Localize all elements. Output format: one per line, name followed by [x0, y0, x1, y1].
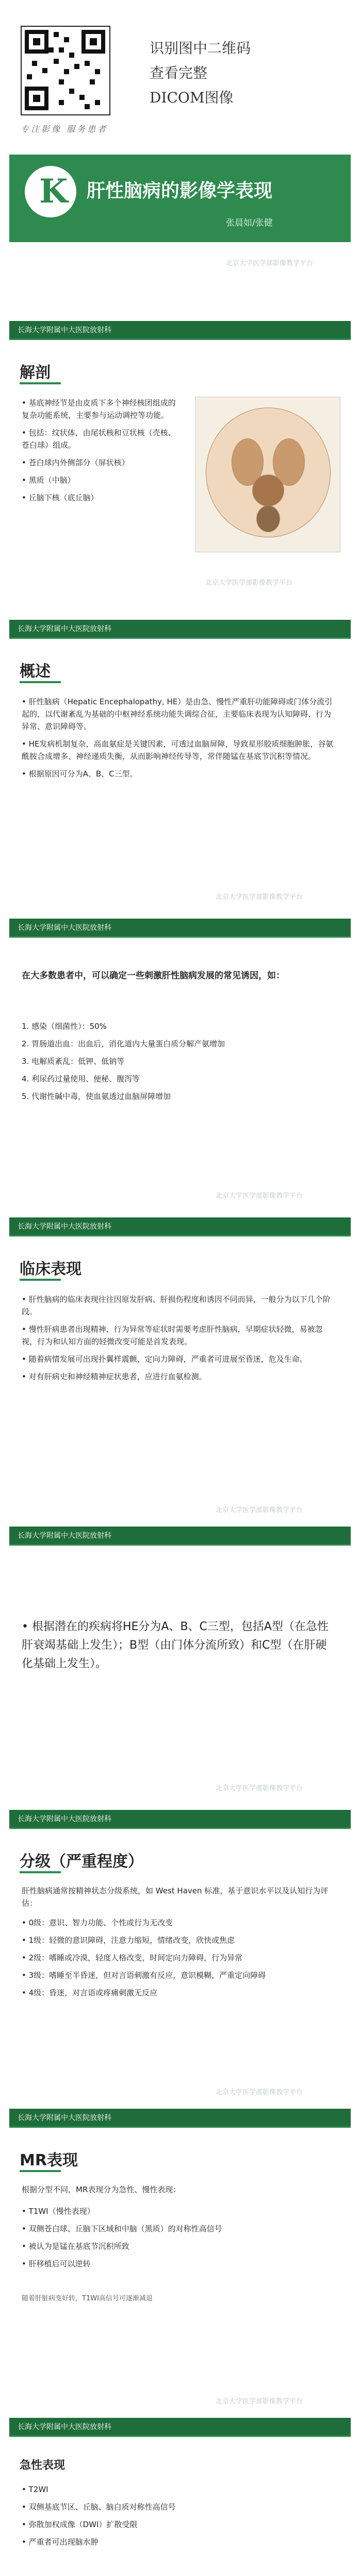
bullet: • 基底神经节是由皮质下多个神经核团组成的复杂功能系统，主要参与运动调控等功能。	[22, 398, 176, 420]
bullet: • 黑质（中脑）	[22, 476, 75, 485]
footer-text: 长海大学附属中大医院放射科	[18, 2114, 111, 2122]
footer-text: 长海大学附属中大医院放射科	[18, 924, 111, 932]
mr-bullets	[22, 2205, 336, 2275]
bullet: • 肝移植后可以逆转	[22, 2259, 91, 2268]
bullet: • 根据原因可分为A、B、C三型。	[22, 769, 138, 778]
bullet: • 丘脑下核（底丘脑）	[22, 493, 99, 502]
watermark: 北京大学医学部影像教学平台	[216, 2089, 303, 2096]
bullet: • 肝性脑病的临床表现往往因原发肝病、肝损伤程度和诱因不同而异，一般分为以下几个阶段。	[22, 1295, 331, 1316]
watermark: 北京大学医学部影像教学平台	[216, 2398, 303, 2405]
grading-intro: 肝性脑病通常按精神状态分级系统，如 West Haven 标准，基于意识水平以及认知行为评估：	[22, 1886, 329, 1908]
qr-finder-icon	[81, 30, 105, 54]
clinical-slide	[9, 1247, 351, 1546]
anatomy-slide	[9, 350, 351, 639]
slide-title: 解剖	[20, 364, 51, 382]
bullet: • 肝性脑病（Hepatic Encephalopathy, HE）是由急、慢性严重肝功能障碍或门体分流引起的，以代谢紊乱为基础的中枢神经系统功能失调综合征，主要临床表现为认知障碍、行为异常、意识障碍等。	[22, 697, 333, 731]
footer-text: 长海大学附属中大医院放射科	[18, 326, 111, 334]
bullet: 3. 电解质紊乱：低钾、低钠等	[22, 1057, 125, 1066]
mr-note: 随着肝脏病变好转，T1WI高信号可逐渐减退	[22, 2295, 153, 2302]
slide-title: 临床表现	[20, 1260, 81, 1278]
footer-text: 长海大学附属中大医院放射科	[18, 2423, 111, 2431]
bullet: • T1WI（慢性表现）	[22, 2207, 95, 2216]
clinical-bullets	[22, 1293, 336, 1388]
tagline: 专注影像 服务患者	[21, 124, 108, 134]
bullet: 1. 感染（细菌性）：50%	[22, 1022, 107, 1031]
anatomy-bullets	[22, 397, 176, 509]
bullet: • 双侧基底节区、丘脑、脑白质对称性高信号	[22, 2502, 176, 2512]
acute-bullets	[22, 2483, 336, 2553]
slide-footer	[9, 1810, 351, 1827]
bullet: • 包括：纹状体，由尾状核和豆状核（壳核、苍白球）组成。	[22, 428, 176, 450]
bullet: • HE发病机制复杂，高血氨症是关键因素，可透过血脑屏障，导致星形胶质细胞肿胀，谷氨酰胺合成增多、神经递质失衡，从而影响神经传导等，常伴随锰在基底节沉积等情况。	[22, 739, 334, 761]
bullet: • 0级：意识、智力功能、个性或行为无改变	[22, 1918, 173, 1927]
watermark: 北京大学医学部影像教学平台	[226, 260, 314, 267]
footer-text: 长海大学附属中大医院放射科	[18, 1815, 111, 1823]
mr-slide	[9, 2138, 351, 2437]
title-banner	[9, 155, 351, 242]
watermark: 北京大学医学部影像教学平台	[216, 1192, 303, 1200]
bullet: • 双侧苍白球、丘脑下区域和中脑（黑质）的对称性高信号	[22, 2224, 222, 2233]
watermark: 北京大学医学部影像教学平台	[216, 893, 303, 901]
slide-footer	[9, 620, 351, 637]
slide-title: 分级（严重程度）	[20, 1853, 143, 1871]
qr-finder-icon	[25, 87, 48, 110]
slide-title: MR表现	[20, 2151, 78, 2170]
overview-slide	[9, 649, 351, 938]
watermark: 北京大学医学部影像教学平台	[216, 1506, 303, 1514]
causes-bullets	[22, 1020, 336, 1108]
types-slide	[9, 1556, 351, 1829]
slide-footer	[9, 1217, 351, 1235]
bullet: • 3级：嗜睡至半昏迷，但对言语刺激有反应，意识模糊，严重定向障碍	[22, 1971, 266, 1980]
bullet: • 1级：轻微的意识障碍，注意力缩短，情绪改变，欣快或焦虑	[22, 1936, 235, 1945]
bullet: • 慢性肝病患者出现精神、行为异常等症状时需要考虑肝性脑病，早期症状轻微，易被忽视，行为和认知方面的轻微改变可能是首发表现。	[22, 1325, 323, 1346]
slide-title: 概述	[20, 663, 51, 681]
bullet: • T2WI	[22, 2485, 48, 2494]
bullet: • 严重者可出现脑水肿	[22, 2537, 99, 2547]
watermark: 北京大学医学部影像教学平台	[205, 579, 293, 587]
mr-intro: 根据分型不同，MR表现分为急性、慢性表现：	[22, 2185, 181, 2194]
footer-text: 长海大学附属中大医院放射科	[18, 1532, 111, 1540]
bullet: • 4级：昏迷，对言语或疼痛刺激无反应	[22, 1988, 158, 1997]
slide-footer	[9, 2109, 351, 2126]
footer-text: 长海大学附属中大医院放射科	[18, 625, 111, 633]
watermark: 北京大学医学部影像教学平台	[216, 1785, 303, 1792]
slide-footer	[9, 1527, 351, 1544]
bullet: • 对有肝病史和神经精神症状患者，应进行血氨检测。	[22, 1372, 207, 1381]
header-line: 查看完整	[150, 64, 208, 81]
causes-slide	[9, 948, 351, 1236]
slide-footer	[9, 919, 351, 936]
slide-footer	[9, 2418, 351, 2435]
header-line: DICOM图像	[150, 89, 234, 106]
presentation-title: 肝性脑病的影像学表现	[87, 180, 273, 201]
bullet: • 随着病情发展可出现扑翼样震颤、定向力障碍，严重者可进展至昏迷，危及生命。	[22, 1354, 307, 1364]
qr-code[interactable]	[21, 26, 110, 115]
causes-heading: 在大多数患者中，可以确定一些刺激肝性脑病发展的常见诱因，如：	[22, 971, 285, 981]
page-header	[0, 0, 360, 155]
bullet: • 被认为是锰在基底节沉积所致	[22, 2242, 129, 2251]
header-line: 识别图中二维码	[150, 40, 251, 57]
types-text: • 根据潜在的疾病将HE分为A、B、C三型，包括A型（在急性肝衰竭基础上发生）；B型（由门体分流所致）和C型（在肝硬化基础上发生）。	[22, 1620, 329, 1670]
bullet: • 苍白球内外侧部分（屏状核）	[22, 458, 129, 467]
footer-text: 长海大学附属中大医院放射科	[18, 1223, 111, 1231]
bullet: 5. 代谢性碱中毒，使血氨透过血脑屏障增加	[22, 1092, 171, 1101]
grading-bullets	[22, 1917, 336, 2004]
slide-footer	[9, 321, 351, 338]
bullet: 2. 胃肠道出血：出血后，消化道内大量蛋白质分解产氨增加	[22, 1039, 225, 1048]
bullet: • 2级：嗜睡或冷漠，轻度人格改变，时间定向力障碍，行为异常	[22, 1953, 243, 1962]
anatomy-illustration	[195, 397, 340, 552]
presentation-author: 张晨如/张健	[226, 218, 273, 228]
grading-slide	[9, 1839, 351, 2128]
qr-finder-icon	[25, 30, 48, 54]
slide-title: 急性表现	[20, 2459, 66, 2472]
overview-bullets	[22, 696, 336, 785]
title-slide	[9, 155, 351, 340]
bullet: • 弥散加权成像（DWI）扩散受限	[22, 2520, 138, 2529]
hospital-logo-icon: K	[25, 166, 76, 217]
acute-slide	[9, 2447, 351, 2576]
bullet: 4. 利尿药过量使用、便秘、腹泻等	[22, 1074, 140, 1083]
